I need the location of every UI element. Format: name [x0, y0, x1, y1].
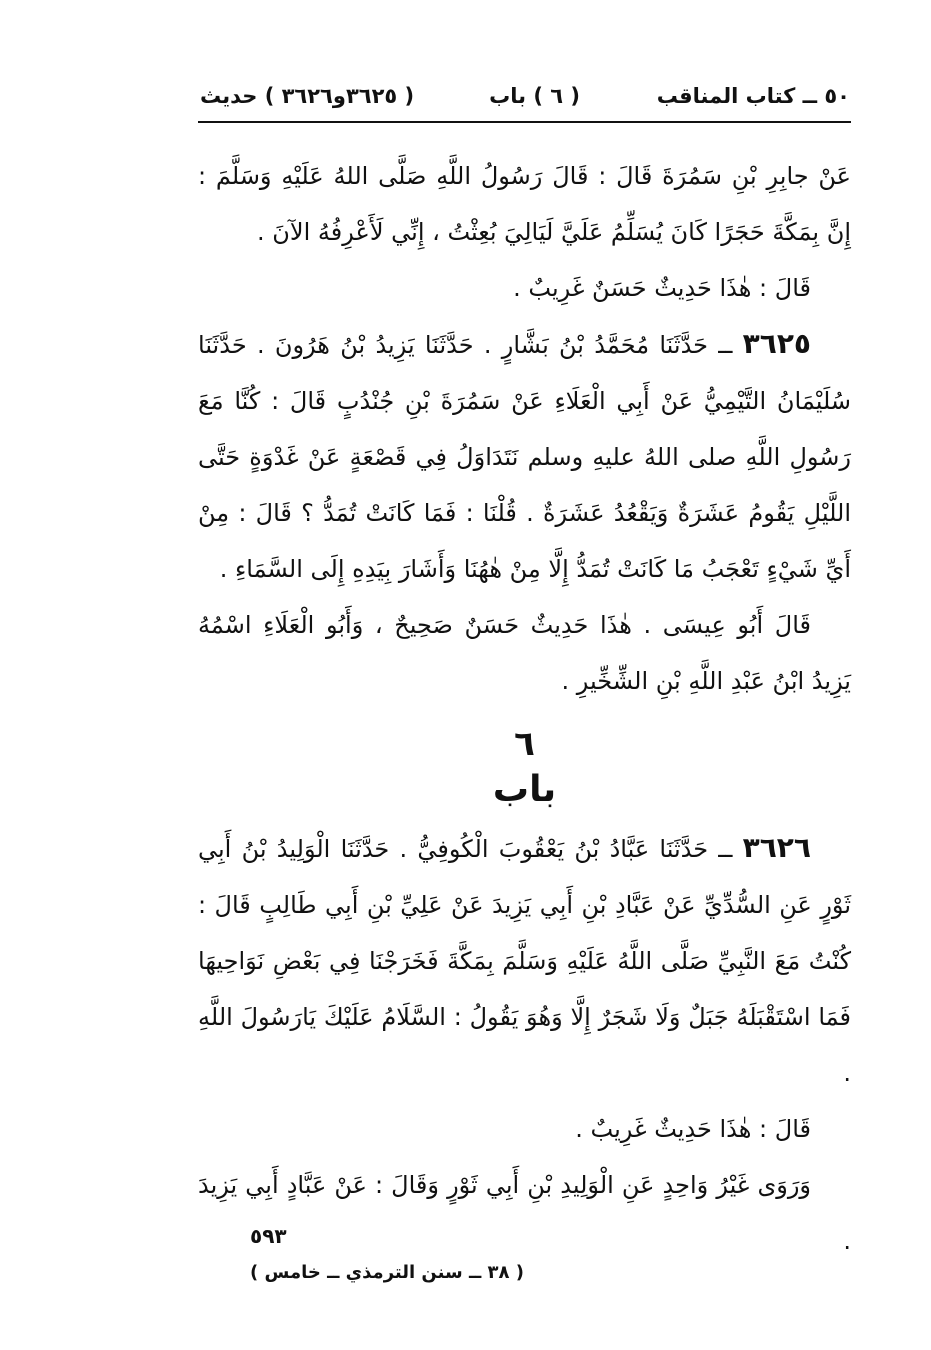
hadith-3625-grading: قَالَ أَبُو عِيسَى . هٰذَا حَدِيثٌ حَسَنٌ صَحِيحٌ ، وَأَبُو الْعَلَاءِ اسْمُهُ يَزِيدُ ابْنُ عَبْدِ اللَّهِ بْنِ الشِّخِّيرِ . — [198, 611, 851, 695]
hadith-3626-body: ــ حَدَّثَنَا عَبَّادُ بْنُ يَعْقُوبَ الْكُوفِيُّ . حَدَّثَنَا الْوَلِيدُ بْنُ أَبِي ثَوْرٍ عَنِ السُّدِّيِّ عَنْ عَبَّادِ بْنِ أَبِي يَزِيدَ عَنْ عَلِيِّ بْنِ أَبِي طَالِبٍ قَالَ : كُنْتُ مَعَ النَّبِيِّ صَلَّى اللَّهُ عَلَيْهِ وَسَلَّمَ بِمَكَّةَ فَخَرَجْنَا فِي بَعْضِ نَوَاحِيهَا فَمَا اسْتَقْبَلَهُ جَبَلٌ وَلَا شَجَرٌ إِلَّا وَهُوَ يَقُولُ : السَّلَامُ عَلَيْكَ يَارَسُولَ اللَّهِ . — [198, 835, 851, 1087]
hadith-number: ٣٦٢٥ — [742, 327, 811, 360]
chapter-title: باب — [492, 769, 557, 810]
header-chapter: ( ٦ ) باب — [489, 84, 580, 108]
header-book-title: ٥٠ ــ كتاب المناقب — [656, 84, 850, 108]
hadith-number: ٣٦٢٦ — [742, 831, 811, 864]
running-header — [200, 80, 850, 118]
footer-signature: ( ٣٨ ــ سنن الترمذي ــ خامس ) — [250, 1262, 524, 1283]
hadith-3625-text — [198, 316, 851, 597]
page-number: ٥٩٣ — [250, 1224, 287, 1248]
hadith-3625-body: ــ حَدَّثَنَا مُحَمَّدُ بْنُ بَشَّارٍ . حَدَّثَنَا يَزِيدُ بْنُ هَرُونَ . حَدَّثَنَا سُلَيْمَانُ التَّيْمِيُّ عَنْ أَبِي الْعَلَاءِ عَنْ سَمُرَةَ بْنِ جُنْدُبٍ قَالَ : كُنَّا مَعَ رَسُولِ اللَّهِ صلى اللهُ عليهِ وسلم نَتَدَاوَلُ فِي قَصْعَةٍ عَنْ غَدْوَةٍ حَتَّى اللَّيْلِ يَقُومُ عَشَرَةٌ وَيَقْعُدُ عَشَرَةٌ . قُلْنَا : فَمَا كَانَتْ تُمَدُّ ؟ قَالَ : مِنْ أَيِّ شَيْءٍ تَعْجَبُ مَا كَانَتْ تُمَدُّ إِلَّا مِنْ هٰهُنَا وَأَشَارَ بِيَدِهِ إِلَى السَّمَاءِ . — [198, 331, 851, 583]
hadith-3626-grading: قَالَ : هٰذَا حَدِيثٌ غَرِيبٌ . — [575, 1115, 811, 1143]
header-rule — [198, 121, 851, 123]
section-one — [198, 148, 851, 709]
hadith-3626-text — [198, 820, 851, 1101]
hadith-3624-text: عَنْ جابِرِ بْنِ سَمُرَةَ قَالَ : قَالَ رَسُولُ اللَّهِ صَلَّى اللهُ عَلَيْهِ وَسَلَّمَ : إِنَّ بِمَكَّةَ حَجَرًا كَانَ يُسَلِّمُ عَلَيَّ لَيَالِيَ بُعِثْتُ ، إِنِّي لَأَعْرِفُهُ الآنَ . — [198, 162, 851, 246]
hadith-3624-grading: قَالَ : هٰذَا حَدِيثٌ حَسَنٌ غَرِيبٌ . — [513, 274, 811, 302]
section-two — [198, 820, 851, 1269]
hadith-3626-note: وَرَوَى غَيْرُ وَاحِدٍ عَنِ الْوَلِيدِ بْنِ أَبِي ثَوْرٍ وَقَالَ : عَنْ عَبَّادٍ أَبِي يَزِيدَ . — [198, 1171, 851, 1255]
chapter-heading — [198, 722, 851, 814]
header-hadith-range: ( ٣٦٢٥و٣٦٢٦ ) حديث — [200, 84, 415, 108]
chapter-number: ٦ — [514, 724, 535, 764]
